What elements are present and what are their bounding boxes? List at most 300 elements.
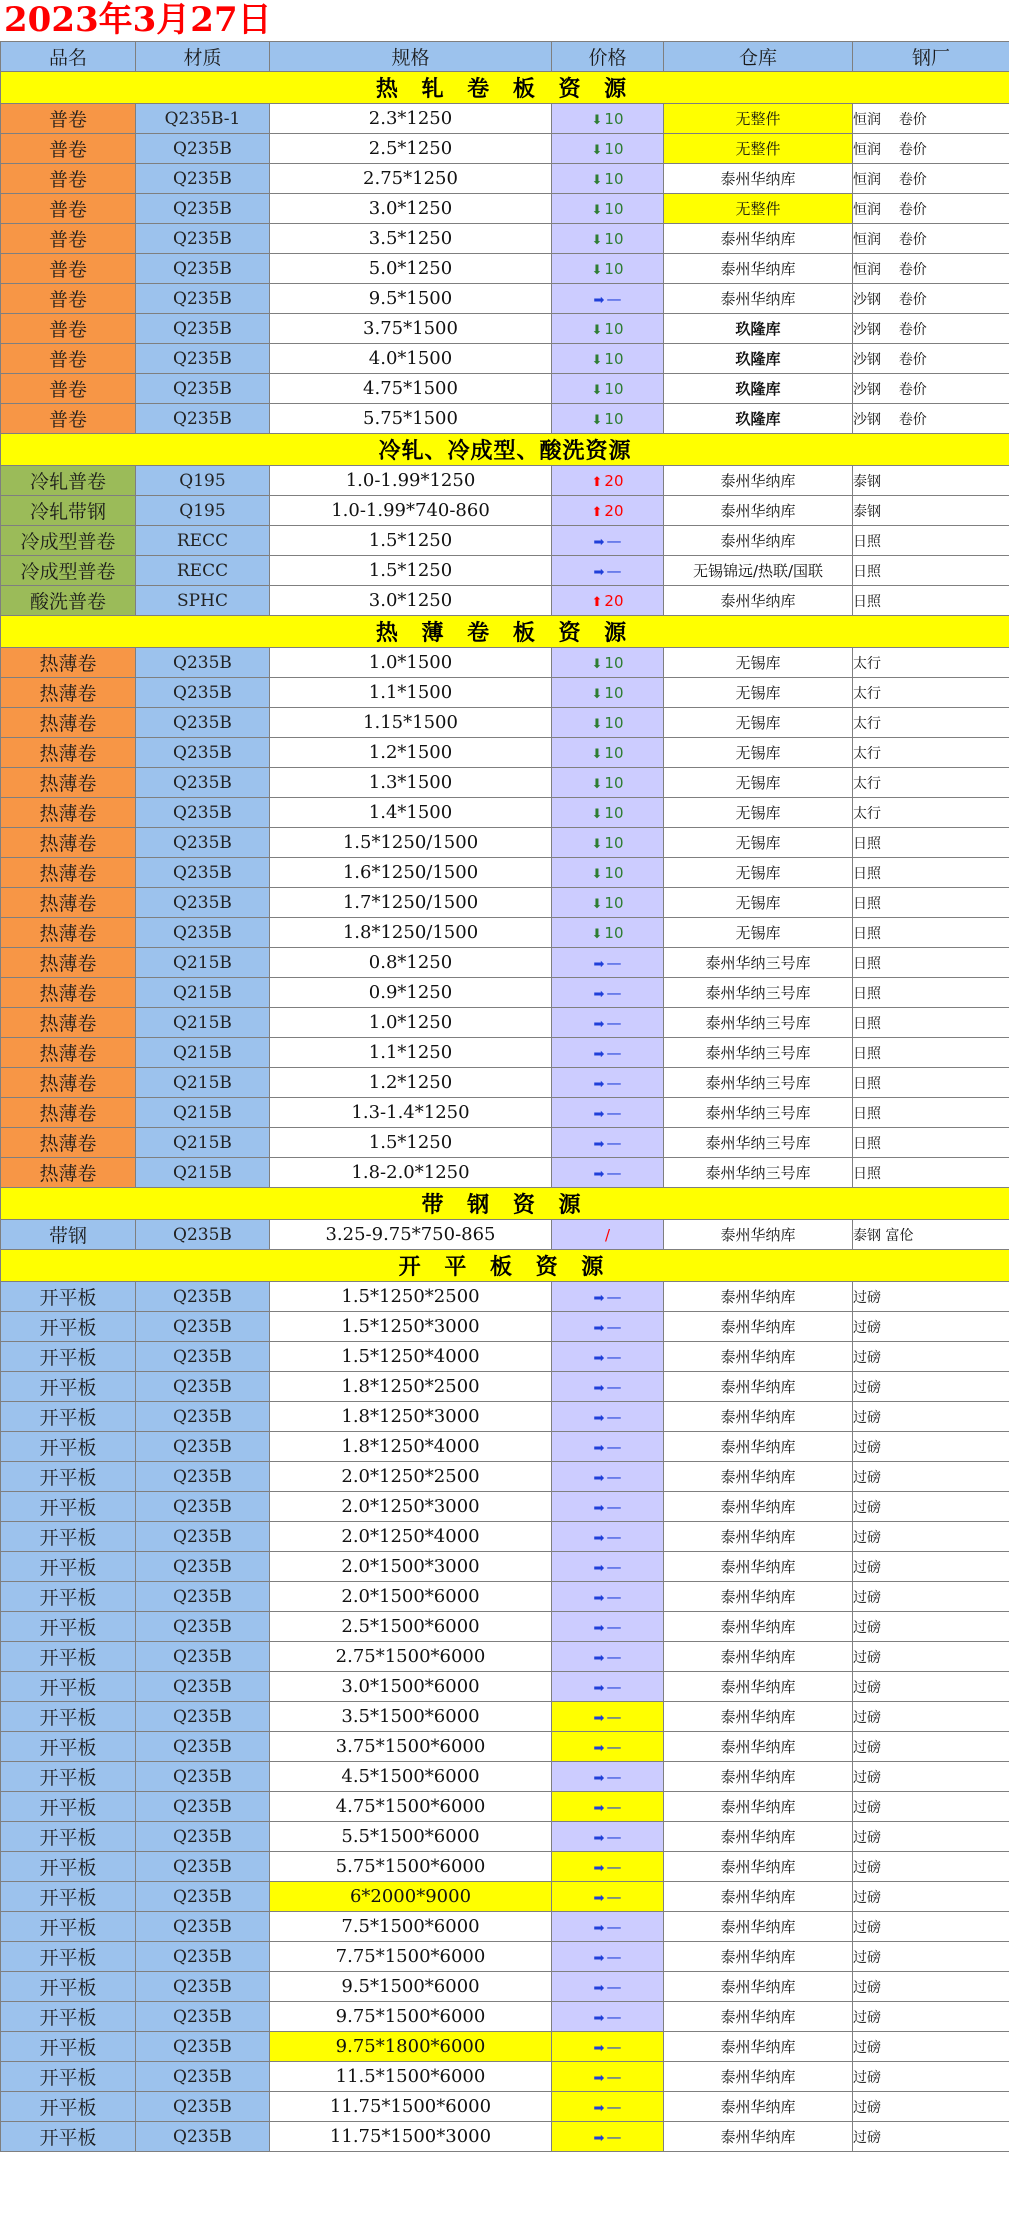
material-cell: Q235B [136, 1672, 270, 1702]
material-cell: Q235B [136, 738, 270, 768]
spec-cell: 1.8*1250/1500 [270, 918, 552, 948]
price-cell [552, 224, 664, 254]
table-row [1, 104, 1009, 134]
spec-cell: 4.5*1500*6000 [270, 1762, 552, 1792]
material-cell: Q215B [136, 1038, 270, 1068]
steel-mill-cell: 过磅 [853, 2032, 1009, 2062]
material-cell: RECC [136, 556, 270, 586]
steel-mill-cell: 恒润 卷价 [853, 194, 1009, 224]
price-change-value: — [606, 289, 622, 308]
price-cell [552, 1128, 664, 1158]
product-name-cell: 普卷 [1, 404, 136, 434]
price-change-value: — [606, 2007, 622, 2026]
down-arrow-icon: ⬇ [591, 686, 603, 702]
material-cell: Q235B [136, 2002, 270, 2032]
table-row [1, 1432, 1009, 1462]
price-cell [552, 1552, 664, 1582]
right-arrow-icon: ➡ [593, 1830, 605, 1846]
material-cell: Q235B [136, 1552, 270, 1582]
product-name-cell: 开平板 [1, 2062, 136, 2092]
table-row [1, 1312, 1009, 1342]
right-arrow-icon: ➡ [593, 1320, 605, 1336]
warehouse-cell: 泰州华纳库 [664, 466, 853, 496]
material-cell: Q235B [136, 2032, 270, 2062]
price-cell [552, 1882, 664, 1912]
price-change-value: — [606, 1557, 622, 1576]
spec-cell: 9.5*1500*6000 [270, 1972, 552, 2002]
price-change-value: — [606, 1377, 622, 1396]
right-arrow-icon: ➡ [593, 1076, 605, 1092]
steel-mill-cell: 沙钢 卷价 [853, 404, 1009, 434]
price-cell [552, 1792, 664, 1822]
steel-mill-cell: 恒润 卷价 [853, 254, 1009, 284]
price-change-value: — [606, 1497, 622, 1516]
product-name-cell: 带钢 [1, 1220, 136, 1250]
warehouse-cell: 泰州华纳库 [664, 1312, 853, 1342]
table-row [1, 1158, 1009, 1188]
product-name-cell: 冷轧带钢 [1, 496, 136, 526]
material-cell: Q235B [136, 1852, 270, 1882]
product-name-cell: 热薄卷 [1, 828, 136, 858]
price-cell [552, 1672, 664, 1702]
steel-mill-cell: 过磅 [853, 1312, 1009, 1342]
table-row [1, 918, 1009, 948]
material-cell: Q235B [136, 1582, 270, 1612]
warehouse-cell: 无整件 [664, 104, 853, 134]
price-cell [552, 314, 664, 344]
steel-mill-cell: 过磅 [853, 1432, 1009, 1462]
price-change-value: — [606, 561, 622, 580]
warehouse-cell: 泰州华纳库 [664, 1882, 853, 1912]
table-row [1, 1492, 1009, 1522]
table-row [1, 798, 1009, 828]
warehouse-cell: 泰州华纳库 [664, 1792, 853, 1822]
right-arrow-icon: ➡ [593, 1650, 605, 1666]
price-cell [552, 1372, 664, 1402]
spec-cell: 1.1*1500 [270, 678, 552, 708]
price-change-value: 10 [604, 379, 624, 398]
steel-mill-cell: 太行 [853, 738, 1009, 768]
steel-mill-cell: 过磅 [853, 1612, 1009, 1642]
price-change-value: — [606, 1407, 622, 1426]
material-cell: Q235B [136, 1942, 270, 1972]
table-row [1, 1732, 1009, 1762]
price-cell [552, 648, 664, 678]
material-cell: Q215B [136, 1008, 270, 1038]
table-row [1, 134, 1009, 164]
steel-mill-cell: 恒润 卷价 [853, 164, 1009, 194]
warehouse-cell: 泰州华纳库 [664, 164, 853, 194]
product-name-cell: 开平板 [1, 1282, 136, 1312]
spec-cell: 2.0*1250*3000 [270, 1492, 552, 1522]
price-cell [552, 586, 664, 616]
warehouse-cell: 无锡库 [664, 828, 853, 858]
right-arrow-icon: ➡ [593, 1890, 605, 1906]
price-change-value: — [606, 1317, 622, 1336]
table-row [1, 708, 1009, 738]
steel-mill-cell: 太行 [853, 708, 1009, 738]
material-cell: Q235B [136, 1402, 270, 1432]
price-cell [552, 1642, 664, 1672]
table-row [1, 768, 1009, 798]
spec-cell: 11.5*1500*6000 [270, 2062, 552, 2092]
steel-mill-cell: 太行 [853, 678, 1009, 708]
material-cell: SPHC [136, 586, 270, 616]
price-cell [552, 918, 664, 948]
product-name-cell: 普卷 [1, 254, 136, 284]
price-cell [552, 1912, 664, 1942]
right-arrow-icon: ➡ [593, 1136, 605, 1152]
warehouse-cell: 泰州华纳库 [664, 1642, 853, 1672]
table-row [1, 556, 1009, 586]
steel-mill-cell: 日照 [853, 888, 1009, 918]
material-cell: Q235B [136, 1702, 270, 1732]
price-change-value: — [606, 531, 622, 550]
product-name-cell: 开平板 [1, 1882, 136, 1912]
product-name-cell: 普卷 [1, 314, 136, 344]
header-material: 材质 [136, 42, 270, 72]
product-name-cell: 开平板 [1, 2092, 136, 2122]
price-change-value: 10 [604, 229, 624, 248]
table-row [1, 2122, 1009, 2152]
warehouse-cell: 无整件 [664, 194, 853, 224]
warehouse-cell: 泰州华纳库 [664, 1342, 853, 1372]
price-cell [552, 496, 664, 526]
spec-cell: 2.75*1250 [270, 164, 552, 194]
right-arrow-icon: ➡ [593, 534, 605, 550]
warehouse-cell: 玖隆库 [664, 344, 853, 374]
product-name-cell: 开平板 [1, 1732, 136, 1762]
table-row [1, 1552, 1009, 1582]
product-name-cell: 开平板 [1, 1912, 136, 1942]
right-arrow-icon: ➡ [593, 1950, 605, 1966]
material-cell: Q235B [136, 1612, 270, 1642]
price-cell [552, 858, 664, 888]
price-change-value: — [606, 1977, 622, 1996]
material-cell: Q235B [136, 1762, 270, 1792]
spec-cell: 3.75*1500 [270, 314, 552, 344]
table-row [1, 2002, 1009, 2032]
down-arrow-icon: ⬇ [591, 866, 603, 882]
product-name-cell: 普卷 [1, 374, 136, 404]
price-cell [552, 708, 664, 738]
warehouse-cell: 泰州华纳库 [664, 1672, 853, 1702]
price-change-value: 20 [604, 591, 624, 610]
price-cell [552, 1098, 664, 1128]
price-change-value: — [606, 2067, 622, 2086]
table-row [1, 164, 1009, 194]
warehouse-cell: 泰州华纳库 [664, 1732, 853, 1762]
material-cell: Q235B [136, 1732, 270, 1762]
spec-cell: 1.8*1250*3000 [270, 1402, 552, 1432]
spec-cell: 1.3-1.4*1250 [270, 1098, 552, 1128]
spec-cell: 2.0*1500*3000 [270, 1552, 552, 1582]
warehouse-cell: 泰州华纳库 [664, 1942, 853, 1972]
price-change-value: 10 [604, 773, 624, 792]
warehouse-cell: 无锡库 [664, 768, 853, 798]
price-cell [552, 2002, 664, 2032]
material-cell: Q215B [136, 948, 270, 978]
price-change-value: 10 [604, 349, 624, 368]
price-change-value: — [606, 1887, 622, 1906]
price-change-value: 10 [604, 259, 624, 278]
right-arrow-icon: ➡ [593, 1860, 605, 1876]
spec-cell: 5.5*1500*6000 [270, 1822, 552, 1852]
warehouse-cell: 泰州华纳库 [664, 224, 853, 254]
table-row [1, 1582, 1009, 1612]
right-arrow-icon: ➡ [593, 1106, 605, 1122]
price-change-value: — [606, 1737, 622, 1756]
material-cell: Q235B [136, 344, 270, 374]
warehouse-cell: 泰州华纳库 [664, 1462, 853, 1492]
material-cell: Q215B [136, 1068, 270, 1098]
spec-cell: 1.5*1250 [270, 556, 552, 586]
product-name-cell: 热薄卷 [1, 678, 136, 708]
product-name-cell: 开平板 [1, 1612, 136, 1642]
table-row [1, 466, 1009, 496]
price-cell [552, 1972, 664, 2002]
material-cell: Q235B [136, 1432, 270, 1462]
spec-cell: 5.0*1250 [270, 254, 552, 284]
material-cell: Q235B [136, 1282, 270, 1312]
product-name-cell: 普卷 [1, 104, 136, 134]
price-change-value: — [606, 1857, 622, 1876]
spec-cell: 3.5*1500*6000 [270, 1702, 552, 1732]
spec-cell: 11.75*1500*6000 [270, 2092, 552, 2122]
material-cell: Q235B [136, 1882, 270, 1912]
price-change-value: — [606, 2037, 622, 2056]
spec-cell: 0.8*1250 [270, 948, 552, 978]
price-change-value: 10 [604, 683, 624, 702]
steel-mill-cell: 过磅 [853, 1372, 1009, 1402]
spec-cell: 1.15*1500 [270, 708, 552, 738]
price-change-value: — [606, 1073, 622, 1092]
down-arrow-icon: ⬇ [591, 142, 603, 158]
product-name-cell: 开平板 [1, 1672, 136, 1702]
down-arrow-icon: ⬇ [591, 926, 603, 942]
table-row [1, 1372, 1009, 1402]
spec-cell: 1.1*1250 [270, 1038, 552, 1068]
price-cell [552, 1942, 664, 1972]
warehouse-cell: 泰州华纳库 [664, 254, 853, 284]
spec-cell: 5.75*1500 [270, 404, 552, 434]
price-change-value: — [606, 1617, 622, 1636]
spec-cell: 1.5*1250*2500 [270, 1282, 552, 1312]
warehouse-cell: 泰州华纳库 [664, 1822, 853, 1852]
warehouse-cell: 泰州华纳库 [664, 2002, 853, 2032]
right-arrow-icon: ➡ [593, 1800, 605, 1816]
price-change-value: 10 [604, 803, 624, 822]
section-header-row [1, 434, 1009, 466]
warehouse-cell: 泰州华纳库 [664, 1612, 853, 1642]
spec-cell: 6*2000*9000 [270, 1882, 552, 1912]
product-name-cell: 开平板 [1, 1792, 136, 1822]
product-name-cell: 热薄卷 [1, 978, 136, 1008]
section-header-row [1, 1188, 1009, 1220]
spec-cell: 1.0*1500 [270, 648, 552, 678]
warehouse-cell: 无整件 [664, 134, 853, 164]
table-row [1, 1038, 1009, 1068]
spec-cell: 2.0*1250*2500 [270, 1462, 552, 1492]
steel-mill-cell: 过磅 [853, 1972, 1009, 2002]
warehouse-cell: 泰州华纳库 [664, 1762, 853, 1792]
spec-cell: 1.5*1250*4000 [270, 1342, 552, 1372]
material-cell: Q235B [136, 1912, 270, 1942]
down-arrow-icon: ⬇ [591, 202, 603, 218]
spec-cell: 2.3*1250 [270, 104, 552, 134]
material-cell: Q235B [136, 164, 270, 194]
warehouse-cell: 泰州华纳库 [664, 1552, 853, 1582]
price-cell [552, 948, 664, 978]
warehouse-cell: 玖隆库 [664, 314, 853, 344]
price-change-value: 20 [604, 501, 624, 520]
table-row [1, 978, 1009, 1008]
price-change-value: — [606, 1947, 622, 1966]
spec-cell: 7.75*1500*6000 [270, 1942, 552, 1972]
price-cell [552, 768, 664, 798]
spec-cell: 2.0*1500*6000 [270, 1582, 552, 1612]
section-header-row [1, 1250, 1009, 1282]
warehouse-cell: 玖隆库 [664, 404, 853, 434]
price-cell [552, 1008, 664, 1038]
material-cell: Q235B [136, 1972, 270, 2002]
table-row [1, 1942, 1009, 1972]
table-row [1, 888, 1009, 918]
table-row [1, 2032, 1009, 2062]
warehouse-cell: 泰州华纳库 [664, 2092, 853, 2122]
product-name-cell: 开平板 [1, 1852, 136, 1882]
product-name-cell: 开平板 [1, 1762, 136, 1792]
table-row [1, 1912, 1009, 1942]
table-row [1, 1098, 1009, 1128]
spec-cell: 3.25-9.75*750-865 [270, 1220, 552, 1250]
material-cell: Q235B [136, 194, 270, 224]
material-cell: Q235B [136, 828, 270, 858]
steel-mill-cell: 过磅 [853, 1672, 1009, 1702]
right-arrow-icon: ➡ [593, 1980, 605, 1996]
table-row [1, 1822, 1009, 1852]
steel-mill-cell: 过磅 [853, 1852, 1009, 1882]
price-cell [552, 404, 664, 434]
product-name-cell: 热薄卷 [1, 1158, 136, 1188]
product-name-cell: 热薄卷 [1, 708, 136, 738]
price-change-value: — [606, 1467, 622, 1486]
warehouse-cell: 泰州华纳三号库 [664, 1158, 853, 1188]
header-price: 价格 [552, 42, 664, 72]
warehouse-cell: 泰州华纳库 [664, 2062, 853, 2092]
price-change-value: 10 [604, 409, 624, 428]
spec-cell: 3.75*1500*6000 [270, 1732, 552, 1762]
header-warehouse: 仓库 [664, 42, 853, 72]
table-row [1, 1762, 1009, 1792]
warehouse-cell: 泰州华纳库 [664, 1582, 853, 1612]
warehouse-cell: 泰州华纳库 [664, 284, 853, 314]
table-row [1, 496, 1009, 526]
price-cell [552, 1402, 664, 1432]
down-arrow-icon: ⬇ [591, 716, 603, 732]
table-row [1, 828, 1009, 858]
material-cell: Q235B [136, 2062, 270, 2092]
product-name-cell: 开平板 [1, 1462, 136, 1492]
price-change-value: — [606, 953, 622, 972]
spec-cell: 4.75*1500*6000 [270, 1792, 552, 1822]
price-change-value: — [606, 1917, 622, 1936]
right-arrow-icon: ➡ [593, 1410, 605, 1426]
steel-mill-cell: 过磅 [853, 2002, 1009, 2032]
material-cell: Q235B [136, 1522, 270, 1552]
steel-mill-cell: 过磅 [853, 1402, 1009, 1432]
warehouse-cell: 无锡库 [664, 798, 853, 828]
price-cell [552, 1342, 664, 1372]
steel-mill-cell: 过磅 [853, 1642, 1009, 1672]
price-cell [552, 134, 664, 164]
warehouse-cell: 无锡库 [664, 678, 853, 708]
table-row [1, 738, 1009, 768]
right-arrow-icon: ➡ [593, 2100, 605, 2116]
price-cell [552, 2062, 664, 2092]
material-cell: Q235B [136, 678, 270, 708]
table-row [1, 1972, 1009, 2002]
table-row [1, 1882, 1009, 1912]
price-cell [552, 978, 664, 1008]
spec-cell: 1.8*1250*4000 [270, 1432, 552, 1462]
price-cell [552, 1432, 664, 1462]
steel-mill-cell: 日照 [853, 1128, 1009, 1158]
section-header-row [1, 72, 1009, 104]
section-title: 冷轧、冷成型、酸洗资源 [1, 434, 1009, 466]
price-cell [552, 284, 664, 314]
product-name-cell: 热薄卷 [1, 918, 136, 948]
spec-cell: 1.8*1250*2500 [270, 1372, 552, 1402]
spec-cell: 11.75*1500*3000 [270, 2122, 552, 2152]
right-arrow-icon: ➡ [593, 1046, 605, 1062]
price-cell [552, 104, 664, 134]
material-cell: Q235B [136, 798, 270, 828]
steel-mill-cell: 太行 [853, 768, 1009, 798]
warehouse-cell: 泰州华纳库 [664, 1702, 853, 1732]
material-cell: Q235B [136, 1492, 270, 1522]
right-arrow-icon: ➡ [593, 1620, 605, 1636]
price-cell [552, 2092, 664, 2122]
material-cell: Q195 [136, 466, 270, 496]
table-row [1, 648, 1009, 678]
material-cell: Q235B [136, 404, 270, 434]
spec-cell: 1.5*1250*3000 [270, 1312, 552, 1342]
price-change-value: — [606, 1677, 622, 1696]
steel-mill-cell: 过磅 [853, 2092, 1009, 2122]
spec-cell: 1.5*1250 [270, 1128, 552, 1158]
material-cell: Q235B [136, 2122, 270, 2152]
right-arrow-icon: ➡ [593, 956, 605, 972]
material-cell: Q235B [136, 1822, 270, 1852]
price-change-value: — [606, 1527, 622, 1546]
product-name-cell: 冷成型普卷 [1, 556, 136, 586]
price-change-value: — [606, 1767, 622, 1786]
product-name-cell: 开平板 [1, 1942, 136, 1972]
product-name-cell: 酸洗普卷 [1, 586, 136, 616]
table-row [1, 1402, 1009, 1432]
price-change-value: — [606, 1013, 622, 1032]
material-cell: Q235B [136, 1342, 270, 1372]
spec-cell: 1.2*1500 [270, 738, 552, 768]
price-change-value: 10 [604, 319, 624, 338]
header-row [1, 42, 1009, 72]
price-change-value: — [606, 1587, 622, 1606]
right-arrow-icon: ➡ [593, 2130, 605, 2146]
down-arrow-icon: ⬇ [591, 172, 603, 188]
product-name-cell: 开平板 [1, 1552, 136, 1582]
product-name-cell: 热薄卷 [1, 1068, 136, 1098]
